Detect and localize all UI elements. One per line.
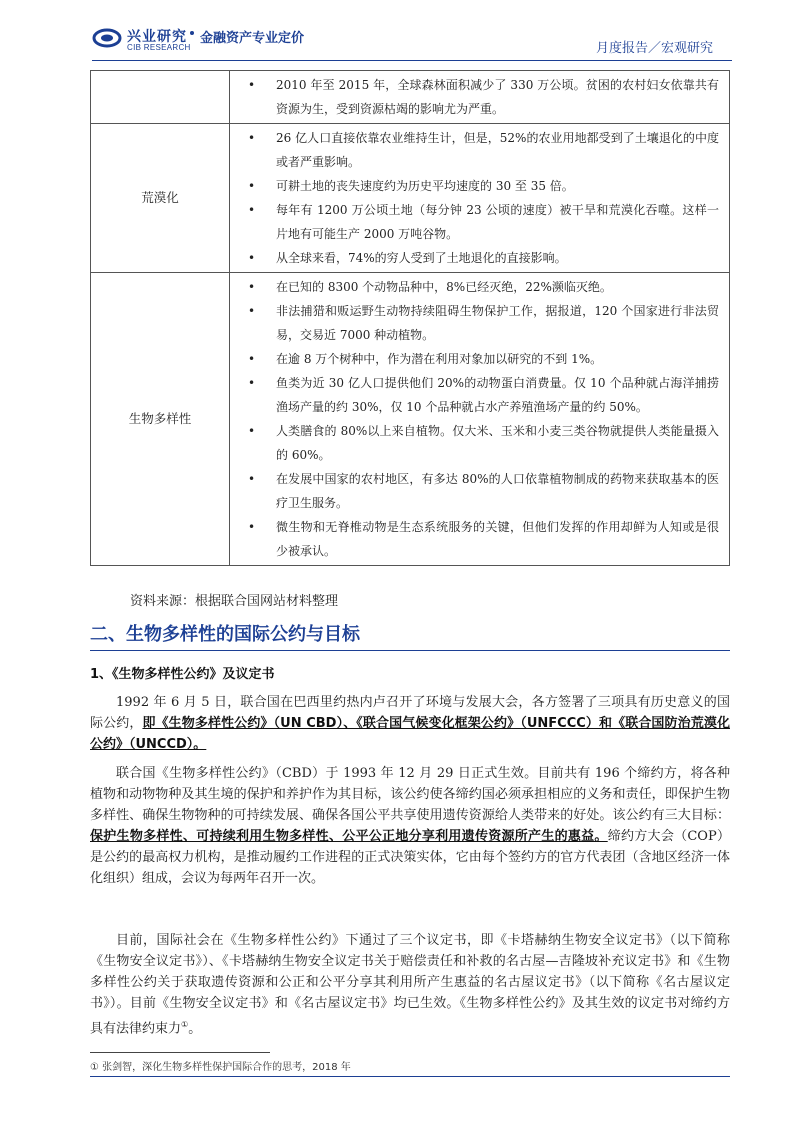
list-item: • 可耕土地的丧失速度约为历史平均速度的 30 至 35 倍。 bbox=[242, 174, 719, 198]
table-row bbox=[91, 71, 730, 124]
page-header bbox=[0, 0, 800, 62]
footnote: ① 张剑智，深化生物多样性保护国际合作的思考，2018 年 bbox=[90, 1062, 351, 1073]
paragraph: 目前，国际社会在《生物多样性公约》下通过了三个议定书，即《卡塔赫纳生物安全议定书》（以下简称《生物安全议定书》）、《卡塔赫纳生物安全议定书关于赔偿责任和补救的名古屋—吉隆坡补充议定书》和《生物多样性公约关于获取遗传资源和公正和公平分享其利用所产生惠益的名古屋议定书》（以下简称《名古屋议定书》）。目前《生物安全议定书》和《名古屋议定书》均已生效。《生物多样性公约》及其生效的议定书对缔约方具有法律约束力①。 bbox=[90, 933, 730, 1037]
list-item: • 非法捕猎和贩运野生动物持续阻碍生物保护工作，据报道，120 个国家进行非法贸易，交易近 7000 种动植物。 bbox=[242, 299, 719, 347]
footnote-ref[interactable]: ① bbox=[181, 1020, 189, 1029]
footnote-divider bbox=[90, 1052, 270, 1053]
header-divider bbox=[92, 60, 732, 61]
table-row bbox=[91, 124, 730, 273]
list-item: • 2010 年至 2015 年，全球森林面积减少了 330 万公顷。贫困的农村妇女依靠共有资源为生，受到资源枯竭的影响尤为严重。 bbox=[242, 73, 719, 121]
list-item: • 微生物和无脊椎动物是生态系统服务的关键，但他们发挥的作用却鲜为人知或是很少被承认。 bbox=[242, 515, 719, 563]
list-item: • 从全球来看，74%的穷人受到了土地退化的直接影响。 bbox=[242, 246, 719, 270]
report-type: 月度报告／宏观研究 bbox=[595, 41, 713, 56]
list-item: • 在逾 8 万个树种中，作为潜在利用对象加以研究的不到 1%。 bbox=[242, 347, 719, 371]
list-item: • 26 亿人口直接依靠农业维持生计，但是，52%的农业用地都受到了土壤退化的中度或者严重影响。 bbox=[242, 126, 719, 174]
table-category bbox=[91, 71, 230, 124]
brand-name: 兴业研究 bbox=[127, 29, 187, 45]
emphasis-text: 保护生物多样性、可持续利用生物多样性、公平公正地分享利用遗传资源所产生的惠益。 bbox=[90, 829, 608, 844]
section-divider bbox=[90, 650, 730, 651]
list-item: • 人类膳食的 80%以上来自植物。仅大米、玉米和小麦三类谷物就提供人类能量摄入的 60%。 bbox=[242, 419, 719, 467]
list-item: • 鱼类为近 30 亿人口提供他们 20%的动物蛋白消费量。仅 10 个品种就占海洋捕捞渔场产量的约 30%，仅 10 个品种就占水产养殖渔场产量的约 50%。 bbox=[242, 371, 719, 419]
paragraph: 联合国《生物多样性公约》（CBD）于 1993 年 12 月 29 日正式生效。目前共有 196 个缔约方，将各种植物和动物物种及其生境的保护和养护作为其目标，该公约使各缔约国必须承担相应的义务和责任，即保护生物多样性、确保生物物种的可持续发展、确保各国公平共享使用遗传资源给人类带来的好处。该公约有三大目标：保护生物多样性、可持续利用生物多样性、公平公正地分享利用遗传资源所产生的惠益。缔约方大会（COP）是公约的最高权力机构，是推动履约工作进程的正式决策实体，它由每个签约方的官方代表团（含地区经济一体化组织）组成，会议为每两年召开一次。 bbox=[90, 766, 730, 886]
table-source: 资料来源：根据联合国网站材料整理 bbox=[130, 594, 339, 609]
threats-table bbox=[90, 70, 730, 566]
table-category: 荒漠化 bbox=[91, 124, 230, 273]
cib-logo-icon bbox=[92, 27, 122, 49]
section-heading: 二、生物多样性的国际公约与目标 bbox=[90, 624, 360, 645]
subsection-heading: 1、《生物多样性公约》及议定书 bbox=[90, 667, 275, 682]
emphasis-text: 即《生物多样性公约》（UN CBD）、《联合国气候变化框架公约》（UNFCCC）和《联合国防治荒漠化公约》（UNCCD）。 bbox=[90, 716, 730, 752]
tagline: 金融资产专业定价 bbox=[200, 31, 305, 46]
brand-name-en: CIB RESEARCH bbox=[127, 43, 191, 52]
paragraph: 1992 年 6 月 5 日，联合国在巴西里约热内卢召开了环境与发展大会，各方签署了三项具有历史意义的国际公约，即《生物多样性公约》（UN CBD）、《联合国气候变化框架公约》（UNFCCC）和《联合国防治荒漠化公约》（UNCCD）。 bbox=[90, 695, 730, 752]
list-item: • 在已知的 8300 个动物品种中，8%已经灭绝，22%濒临灭绝。 bbox=[242, 275, 719, 299]
list-item: • 在发展中国家的农村地区，有多达 80%的人口依靠植物制成的药物来获取基本的医疗卫生服务。 bbox=[242, 467, 719, 515]
separator-dot bbox=[190, 31, 194, 35]
footer-divider bbox=[90, 1076, 730, 1077]
table-category: 生物多样性 bbox=[91, 273, 230, 566]
table-row bbox=[91, 273, 730, 566]
list-item: • 每年有 1200 万公顷土地（每分钟 23 公顷的速度）被干旱和荒漠化吞噬。这样一片地有可能生产 2000 万吨谷物。 bbox=[242, 198, 719, 246]
